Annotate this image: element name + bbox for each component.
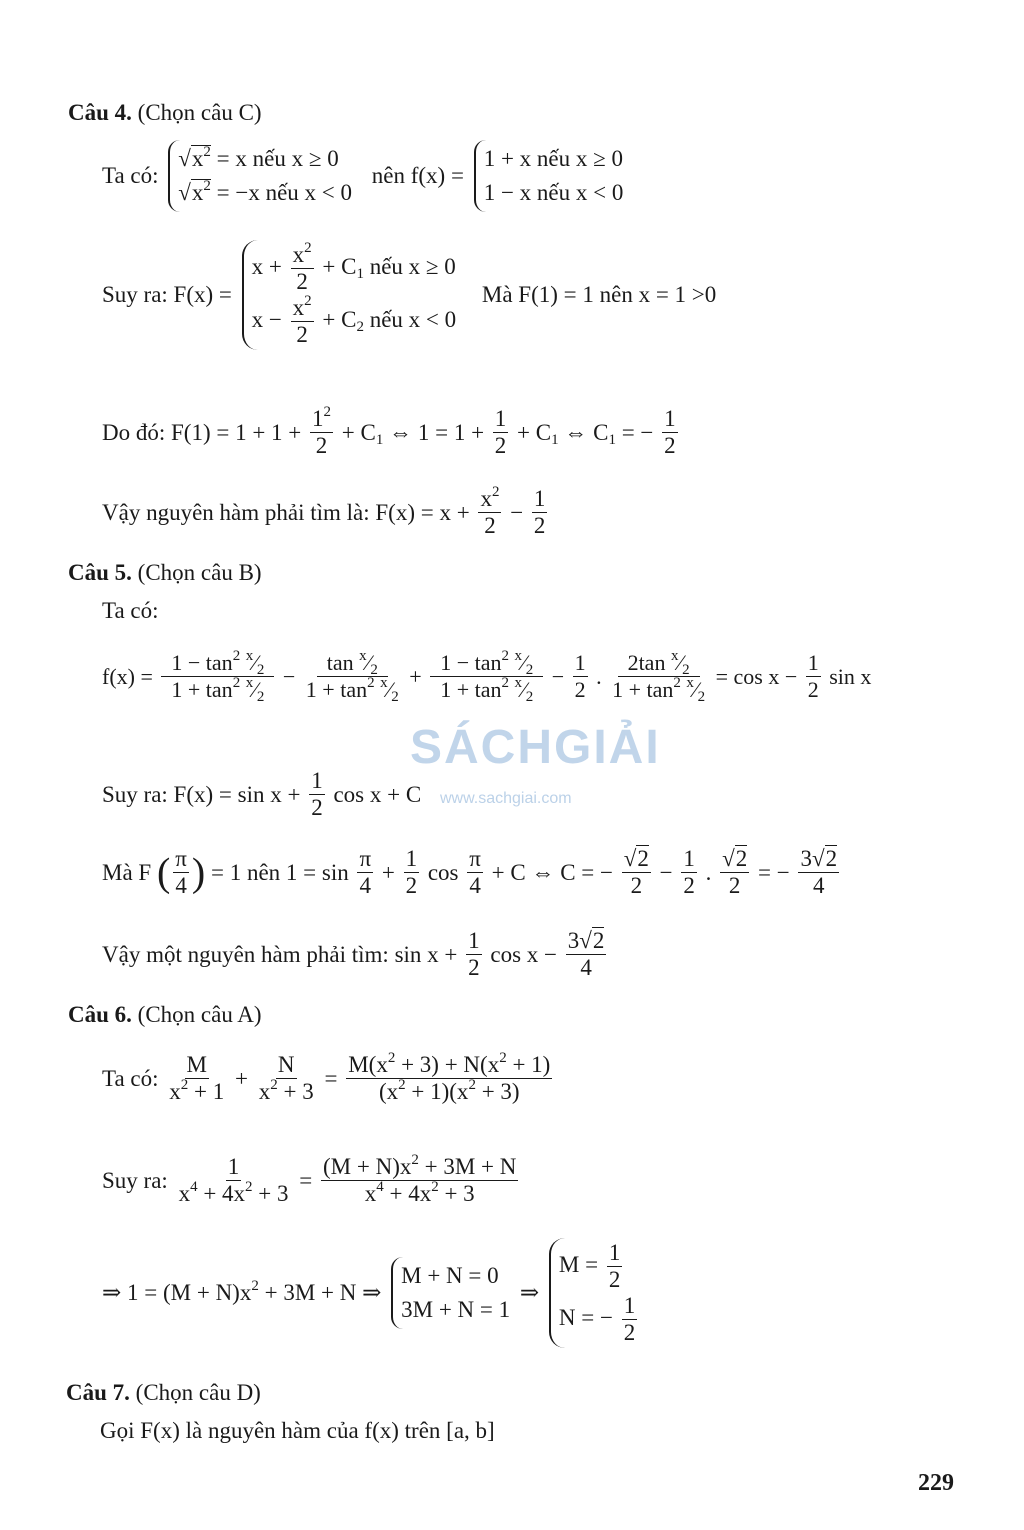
q5-suy-ra: Suy ra: F(x) = sin x + (102, 781, 301, 807)
q4-fx-system: 1 + x nếu x ≥ 0 1 − x nếu x < 0 (474, 140, 624, 212)
q5-suy-ra-line: Suy ra: F(x) = sin x + $\frac{1}{2}$ cos x + C (102, 768, 422, 820)
q6-title: Câu 6. (68, 1002, 132, 1027)
q4-suy-ra: Suy ra: F(x) = (102, 282, 232, 307)
q5-nen: = 1 nên 1 = sin (210, 859, 349, 885)
q5-ta-co: Ta có: (102, 598, 159, 623)
q7-text: Gọi F(x) là nguyên hàm của f(x) trên [a, b] (100, 1418, 495, 1443)
q6-heading (68, 1002, 262, 1028)
q4-ma-f1: Mà F(1) = 1 nên x = 1 >0 (481, 282, 717, 307)
q5-title: Câu 5. (68, 560, 132, 585)
q5-fx-expression: f(x) = $\frac{1 - \tan^2 ^x⁄_2}{1 + \tan^2 ^x⁄_2}$ − $\frac{\tan ^x⁄_2}{1 + \tan^2 ^x⁄_2}$ + $\frac{1 - \tan^2 ^x⁄_2}{1 + \tan^2 ^x⁄_2}$ − $\frac{1}{2}$ . $\frac{2\tan ^x⁄_2}{1 + \tan^2 ^x⁄_2}$ = cos x − $\frac{1}{2}$ sin x (102, 648, 872, 705)
watermark-url: www.sachgiai.com (440, 790, 572, 807)
q7-choice: (Chọn câu D) (135, 1380, 261, 1405)
q4-do-do-line: Do đó: F(1) = 1 + 1 + $\frac{1^2}{2}$ + $C_1$ ⇔ 1 = 1 + $\frac{1}{2}$ + $C_1$ ⇔ $C_1$ = − $\frac{1}{2}$ (102, 404, 676, 458)
q4-sqrt-system: $√x^2 = x$ nếu x ≥ 0 $√x^2 = -x$ nếu x < 0 (168, 140, 352, 212)
q4-sqrt-cases (102, 140, 627, 212)
q4-vay-line: Vậy nguyên hàm phải tìm là: F(x) = x + $\frac{x^2}{2}$ − $\frac{1}{2}$ (102, 484, 546, 538)
q4-ta-co: Ta có: (102, 163, 159, 188)
page-number: 229 (918, 1470, 954, 1496)
q4-title: Câu 4. (68, 100, 132, 125)
q4-heading (68, 100, 262, 126)
q5-vay: Vậy một nguyên hàm phải tìm: sin x + (102, 941, 458, 967)
q7-heading (66, 1380, 261, 1406)
q6-choice: (Chọn câu A) (137, 1002, 262, 1027)
q6-ta-co: Ta có: (102, 1065, 159, 1091)
q4-choice: (Chọn câu C) (137, 100, 262, 125)
q6-suy-ra-line: Suy ra: $\frac{1}{x^4 + 4x^2 + 3}$ = $\frac{(M + N)x^2 + 3M + N}{x^4 + 4x^2 + 3}$ (102, 1152, 517, 1206)
q4-do-do: Do đó: (102, 419, 166, 445)
q4-nen-fx: nên f(x) = (371, 163, 464, 188)
q4-Fx-cases (102, 240, 716, 350)
q6-system: M + N = 0 3M + N = 1 (391, 1257, 510, 1329)
q5-choice: (Chọn câu B) (137, 560, 262, 585)
q6-system-line: ⇒ $1 = (M + N)x^2 + 3M + N$ ⇒ M + N = 0 3M + N = 1 ⇒ M = $\frac{1}{2}$ N = − $\frac{1}{2}$ (102, 1238, 644, 1348)
watermark-logo: SÁCHGIẢI (410, 721, 661, 774)
q6-suy-ra: Suy ra: (102, 1167, 168, 1193)
q5-ma-line: Mà F ( $\frac{\pi}{4}$ ) = 1 nên 1 = sin $\frac{\pi}{4}$ + $\frac{1}{2}$ cos $\frac{\pi}{4}$ + C ⇔ C = − $\frac{√2}{2}$ − $\frac{1}{2}$ . $\frac{√2}{2}$ = − $\frac{3√2}{4}$ (102, 846, 838, 898)
q5-vay-line: Vậy một nguyên hàm phải tìm: sin x + $\frac{1}{2}$ cos x − $\frac{3√2}{4}$ (102, 928, 605, 980)
q6-result: M = $\frac{1}{2}$ N = − $\frac{1}{2}$ (549, 1238, 640, 1348)
q5-heading (68, 560, 262, 586)
q5-ma: Mà F (102, 859, 152, 885)
q4-vay: Vậy nguyên hàm phải tìm là: F(x) = x + (102, 499, 470, 525)
q7-title: Câu 7. (66, 1380, 130, 1405)
q4-Fx-system: x + $\frac{x^2}{2}$ + $C_1$ nếu x ≥ 0 x − $\frac{x^2}{2}$ + $C_2$ nếu x < 0 (242, 240, 456, 350)
q6-ta-co-line: Ta có: $\frac{M}{x^2 + 1}$ + $\frac{N}{x^2 + 3}$ = $\frac{M(x^2 + 3) + N(x^2 + 1)}{(x^2 + 1)(x^2 + 3)}$ (102, 1050, 551, 1104)
